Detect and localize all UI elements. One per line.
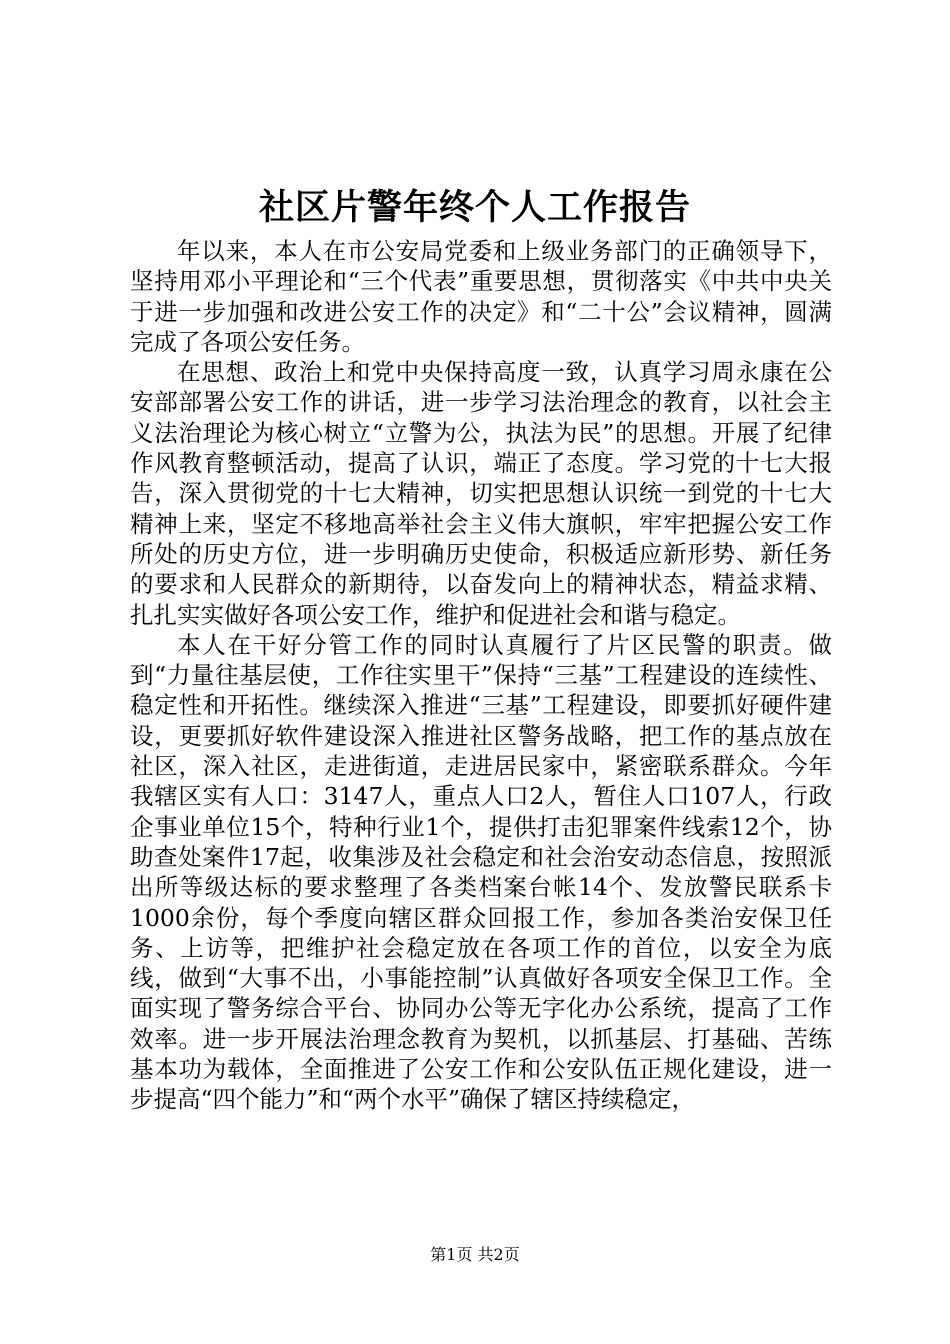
page-indicator: 第1页 共2页 <box>430 1245 520 1264</box>
paragraph: 本人在干好分管工作的同时认真履行了片区民警的职责。做到“力量往基层使，工作往实里干”保持“三基”工程建设的连续性、稳定性和开拓性。继续深入推进“三基”工程建设，即要抓好硬件建设，更要抓好软件建设深入推进社区警务战略，把工作的基点放在社区，深入社区，走进街道，走进居民家中，紧密联系群众。今年我辖区实有人口：3147人，重点人口2人，暂住人口107人，行政企事业单位15个，特种行业1个，提供打击犯罪案件线索12个，协助查处案件17起，收集涉及社会稳定和社会治安动态信息，按照派出所等级达标的要求整理了各类档案台帐14个、发放警民联系卡1000余份，每个季度向辖区群众回报工作，参加各类治安保卫任务、上访等，把维护社会稳定放在各项工作的首位，以安全为底线，做到“大事不出，小事能控制”认真做好各项安全保卫工作。全面实现了警务综合平台、协同办公等无字化办公系统，提高了工作效率。进一步开展法治理念教育为契机，以抓基层、打基础、苦练基本功为载体，全面推进了公安工作和公安队伍正规化建设，进一步提高“四个能力”和“两个水平”确保了辖区持续稳定， <box>130 630 832 1114</box>
page-footer <box>0 1244 950 1266</box>
paragraph: 年以来，本人在市公安局党委和上级业务部门的正确领导下，坚持用邓小平理论和“三个代表”重要思想，贯彻落实《中共中央关于进一步加强和改进公安工作的决定》和“二十公”会议精神，圆满完成了各项公安任务。 <box>130 237 832 356</box>
paragraph: 在思想、政治上和党中央保持高度一致，认真学习周永康在公安部部署公安工作的讲话，进一步学习法治理念的教育，以社会主义法治理论为核心树立“立警为公，执法为民”的思想。开展了纪律作风教育整顿活动，提高了认识，端正了态度。学习党的十七大报告，深入贯彻党的十七大精神，切实把思想认识统一到党的十七大精神上来，坚定不移地高举社会主义伟大旗帜，牢牢把握公安工作所处的历史方位，进一步明确历史使命，积极适应新形势、新任务的要求和人民群众的新期待，以奋发向上的精神状态，精益求精、扎扎实实做好各项公安工作，维护和促进社会和谐与稳定。 <box>130 358 832 629</box>
document-title: 社区片警年终个人工作报告 <box>258 187 691 228</box>
document-body <box>130 236 832 1115</box>
